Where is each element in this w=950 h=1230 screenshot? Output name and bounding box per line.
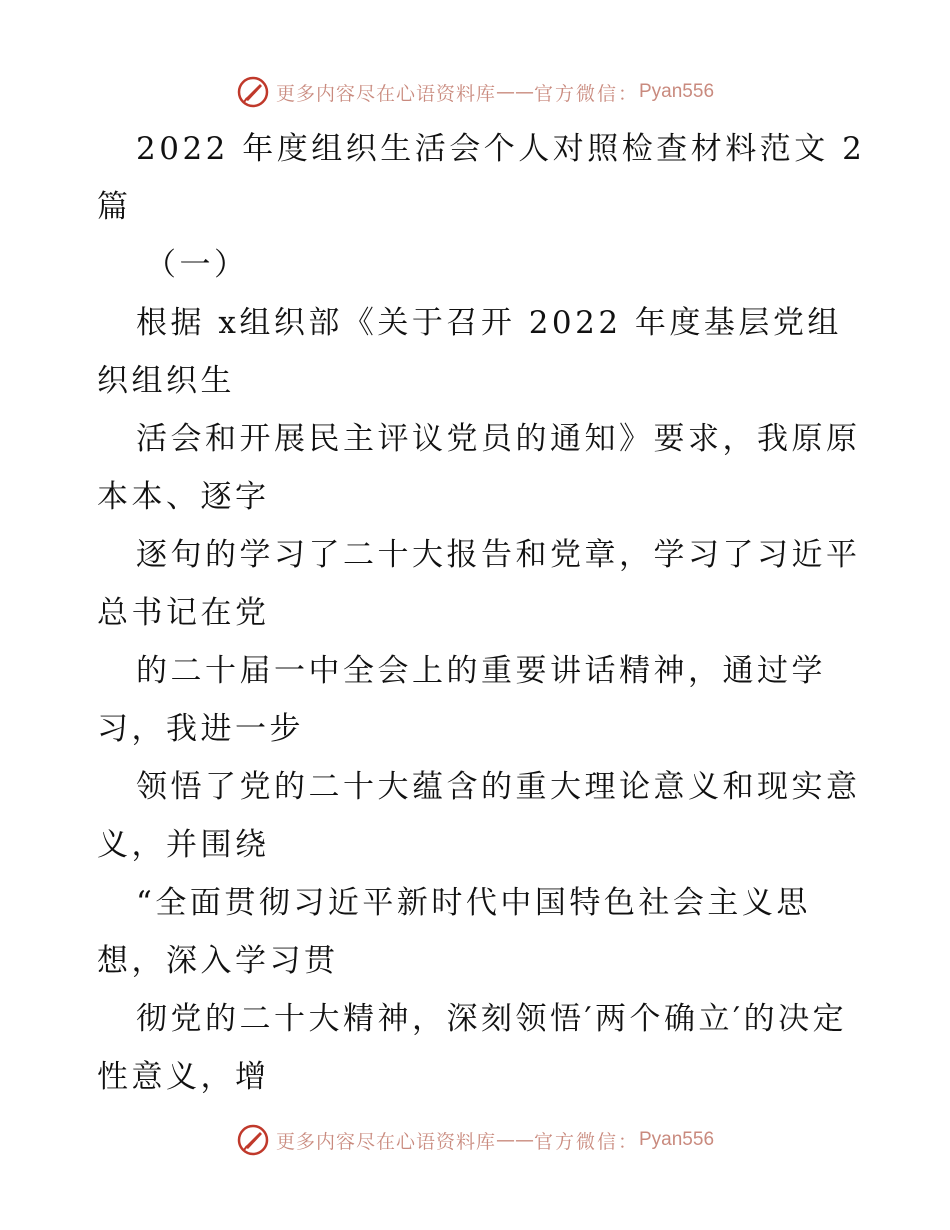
paragraph-line: 的二十届一中全会上的重要讲话精神，通过学 [136,653,826,689]
document-title-line-1: 2022 年度组织生活会个人对照检查材料范文 2 [136,131,866,167]
section-label: （一） [145,247,249,283]
document-body [97,120,867,1106]
header-banner [0,72,950,112]
paragraph-line: 活会和开展民主评议党员的通知》要求，我原原 [136,421,861,457]
paragraph-line: 总书记在党 [97,595,270,631]
paragraph-line: 领悟了党的二十大蕴含的重大理论意义和现实意 [136,769,861,805]
footer-banner [0,1120,950,1160]
banner-text: 更多内容尽在心语资料库 [275,1130,496,1153]
paragraph-line: 逐句的学习了二十大报告和党章，学习了习近平 [136,537,861,573]
paragraph-line: 习，我进一步 [97,711,304,747]
banner-wechat-label: 官方微信： [533,82,639,105]
paragraph-line: 想，深入学习贯 [97,943,339,979]
banner-wechat-id: Pyan556 [639,81,715,102]
banner-separator: —— [495,1129,534,1151]
paragraph-line: “全面贯彻习近平新时代中国特色社会主义思 [136,885,811,921]
paragraph-line: 本本、逐字 [97,479,270,515]
banner-separator: —— [495,81,534,103]
paragraph-line: 义，并围绕 [97,827,270,863]
quill-logo-icon [236,1123,270,1157]
document-title-line-2: 篇 [97,189,132,225]
quill-logo-icon [236,75,270,109]
paragraph-line: 根据 x组织部《关于召开 2022 年度基层党组 [136,305,842,341]
banner-wechat-label: 官方微信： [533,1130,639,1153]
banner-wechat-id: Pyan556 [639,1129,715,1150]
paragraph-line: 织组织生 [97,363,235,399]
banner-text: 更多内容尽在心语资料库 [275,82,496,105]
paragraph-line: 彻党的二十大精神，深刻领悟′两个确立′的决定 [136,1001,848,1037]
paragraph-line: 性意义，增 [97,1059,270,1095]
